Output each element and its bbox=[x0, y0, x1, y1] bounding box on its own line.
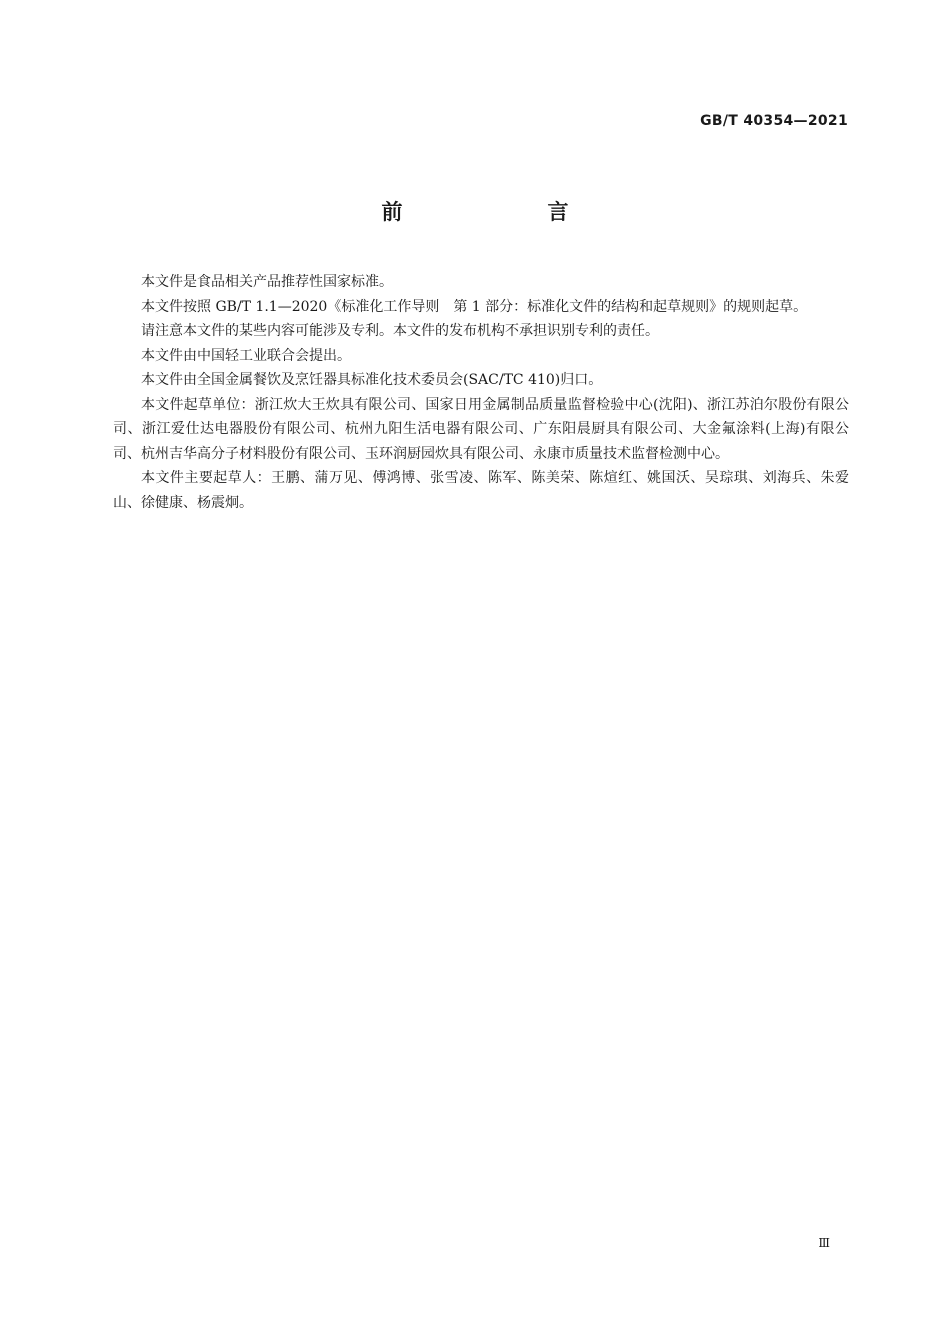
document-body bbox=[113, 270, 849, 515]
paragraph-drafting-rules: 本文件按照 GB/T 1.1—2020《标准化工作导则 第 1 部分：标准化文件的结构和起草规则》的规则起草。 bbox=[141, 298, 808, 315]
paragraph-proposer: 本文件由中国轻工业联合会提出。 bbox=[141, 347, 351, 364]
page-title: 前 言 bbox=[381, 200, 631, 224]
standard-code: GB/T 40354—2021 bbox=[700, 113, 848, 129]
paragraph-standard-type: 本文件是食品相关产品推荐性国家标准。 bbox=[141, 274, 393, 290]
page-number: Ⅲ bbox=[818, 1236, 830, 1250]
paragraph-drafting-units: 本文件起草单位：浙江炊大王炊具有限公司、国家日用金属制品质量监督检验中心(沈阳)、浙江苏泊尔股份有限公司、浙江爱仕达电器股份有限公司、杭州九阳生活电器有限公司、广东阳晨厨具有限公司、大金氟涂料(上海)有限公司、杭州吉华高分子材料股份有限公司、玉环润厨园炊具有限公司、永康市质量技术监督检测中心。 bbox=[113, 396, 849, 462]
paragraph-patent-notice: 请注意本文件的某些内容可能涉及专利。本文件的发布机构不承担识别专利的责任。 bbox=[141, 323, 659, 339]
paragraph-drafters: 本文件主要起草人：王鹏、蒲万见、傅鸿博、张雪凌、陈军、陈美荣、陈煊红、姚国沃、吴琮琪、刘海兵、朱爱山、徐健康、杨震炯。 bbox=[113, 470, 849, 511]
paragraph-administrator: 本文件由全国金属餐饮及烹饪器具标准化技术委员会(SAC/TC 410)归口。 bbox=[141, 372, 603, 388]
